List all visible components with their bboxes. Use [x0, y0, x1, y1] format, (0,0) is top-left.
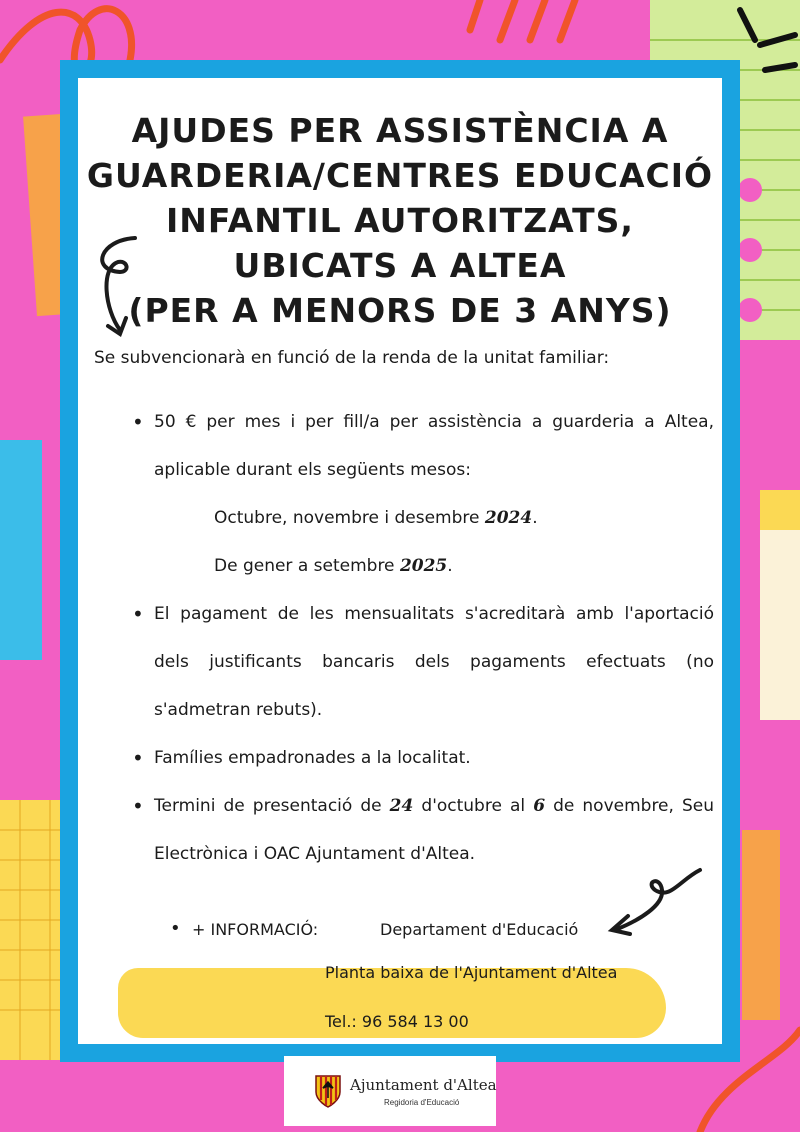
- list-item: [94, 734, 714, 782]
- tape-right-orange: [742, 830, 780, 1020]
- period-line: Octubre, novembre i desembre 2024.: [214, 508, 538, 528]
- bullet-text: Famílies empadronades a la localitat.: [154, 748, 471, 768]
- zigzag-top: [470, 0, 575, 40]
- bullet-text: 50 € per mes i per fill/a per assistència a guarderia a Altea, aplicable durant els següents mesos:: [154, 412, 714, 480]
- period-text: Octubre, novembre i desembre: [214, 508, 480, 528]
- info-phone: Tel.: 96 584 13 00: [325, 1012, 469, 1031]
- info-label: + INFORMACIÓ:: [192, 920, 319, 939]
- logo-name: Ajuntament d'Altea: [350, 1076, 497, 1094]
- list-item: [94, 782, 714, 878]
- period-line: De gener a setembre 2025.: [214, 556, 453, 576]
- footer-logo: [284, 1056, 496, 1126]
- info-department: Departament d'Educació: [380, 920, 579, 939]
- deadline-mid: d'octubre al: [421, 796, 526, 816]
- coat-of-arms-icon: [314, 1074, 342, 1108]
- deadline-day-end: 6: [533, 796, 546, 816]
- logo-subtitle: Regidoria d'Educació: [384, 1098, 460, 1107]
- deadline-pre: Termini de presentació de: [154, 796, 382, 816]
- period-year: 2024: [484, 508, 533, 528]
- intro-text: Se subvencionarà en funció de la renda de la unitat familiar:: [94, 348, 610, 368]
- title-line: AJUDES PER ASSISTÈNCIA A: [131, 111, 669, 150]
- deadline-post: de novembre, Seu Electrònica i OAC Ajuntament d'Altea.: [154, 796, 715, 864]
- period-year: 2025: [399, 556, 448, 576]
- list-item: [94, 590, 714, 734]
- tape-left-blue: [0, 440, 42, 660]
- list-item: [94, 398, 714, 494]
- title-line: (PER A MENORS DE 3 ANYS): [128, 291, 672, 330]
- title-line: UBICATS A ALTEA: [233, 246, 567, 285]
- title-line: GUARDERIA/CENTRES EDUCACIÓ: [86, 156, 714, 195]
- requirements-list: [94, 398, 714, 878]
- page-title: [78, 108, 722, 333]
- info-address: Planta baixa de l'Ajuntament d'Altea: [325, 963, 618, 982]
- bullet-text: El pagament de les mensualitats s'acreditarà amb l'aportació dels justificants bancaris dels pagaments efectuats (no s'admetran rebuts).: [154, 604, 714, 720]
- title-line: INFANTIL AUTORITZATS,: [166, 201, 634, 240]
- period-text: De gener a setembre: [214, 556, 395, 576]
- deadline-day-start: 24: [389, 796, 414, 816]
